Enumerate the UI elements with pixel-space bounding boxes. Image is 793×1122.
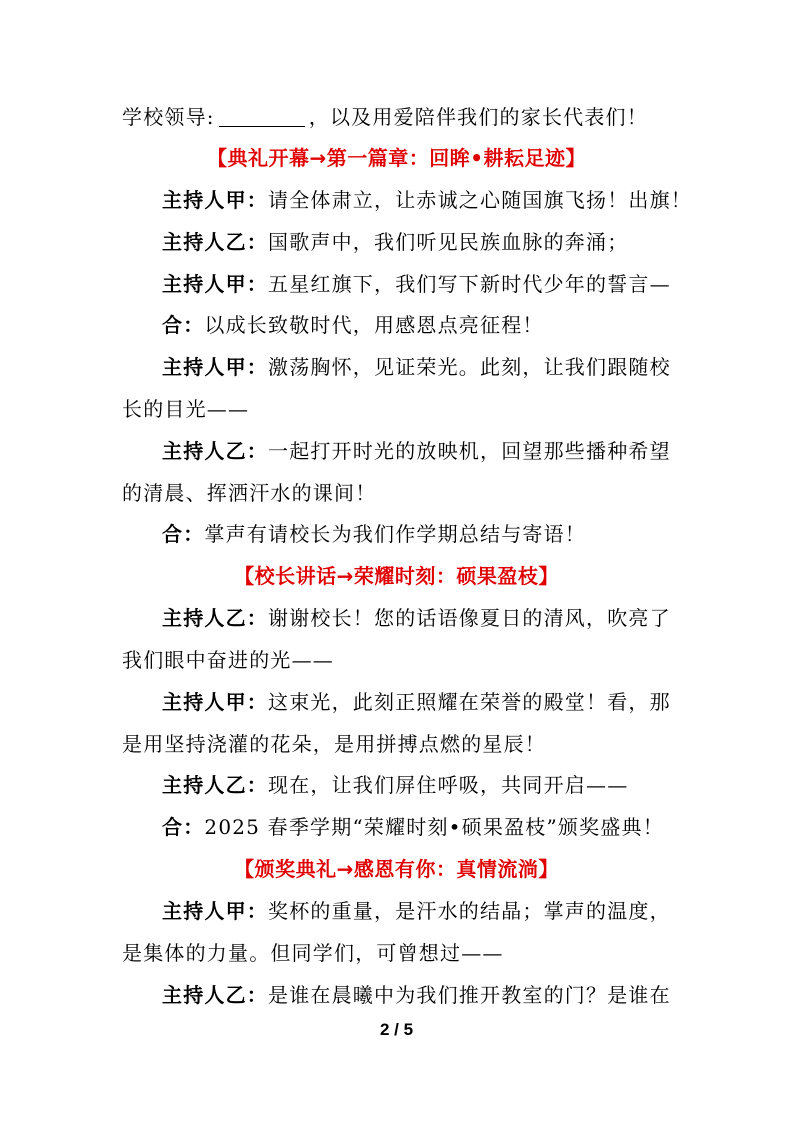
dialogue-text: 掌声有请校长为我们作学期总结与寄语！	[204, 522, 587, 546]
speaker-label: 主持人乙：	[162, 230, 268, 254]
speaker-label: 主持人甲：	[162, 272, 268, 296]
speaker-label: 主持人乙：	[162, 439, 268, 463]
speaker-label: 主持人甲：	[162, 188, 268, 212]
dialogue-text: 2025 春季学期“荣耀时刻•硕果盈枝”颁奖盛典！	[204, 815, 664, 839]
dialogue-continuation: 长的目光——	[122, 397, 250, 421]
dialogue-continuation: 我们眼中奋进的光——	[122, 648, 334, 672]
text-segment: 学校领导:	[122, 105, 215, 129]
speaker-label: 合：	[162, 313, 205, 337]
dialogue-line	[162, 897, 722, 925]
dialogue-line	[162, 813, 722, 841]
speaker-label: 主持人乙：	[162, 773, 268, 797]
speaker-label: 主持人乙：	[162, 983, 268, 1007]
dialogue-text: 奖杯的重量，是汗水的结晶；掌声的温度，	[268, 899, 671, 923]
dialogue-line	[162, 311, 722, 339]
dialogue-line	[162, 186, 722, 214]
dialogue-text: 五星红旗下，我们写下新时代少年的誓言—	[268, 272, 671, 296]
dialogue-text: 激荡胸怀，见证荣光。此刻，让我们跟随校	[268, 355, 671, 379]
page-number: 2 / 5	[379, 1020, 414, 1039]
speaker-label: 合：	[162, 815, 205, 839]
speaker-label: 合：	[162, 522, 205, 546]
dialogue-line	[162, 353, 722, 381]
dialogue-line	[162, 981, 722, 1009]
dialogue-line	[162, 437, 722, 465]
dialogue-line	[162, 771, 722, 799]
paragraph-line	[122, 103, 682, 131]
speaker-label: 主持人甲：	[162, 690, 268, 714]
dialogue-text: 一起打开时光的放映机，回望那些播种希望	[268, 439, 671, 463]
dialogue-text: 国歌声中，我们听见民族血脉的奔涌；	[268, 230, 629, 254]
fill-in-blank	[219, 106, 305, 127]
dialogue-continuation: 的清晨、挥洒汗水的课间！	[122, 481, 377, 505]
section-heading: 【校长讲话→荣耀时刻：硕果盈枝】	[234, 564, 559, 588]
speaker-label: 主持人甲：	[162, 355, 268, 379]
speaker-label: 主持人乙：	[162, 606, 268, 630]
dialogue-text: 现在，让我们屏住呼吸，共同开启——	[268, 773, 629, 797]
dialogue-continuation: 是集体的力量。但同学们，可曾想过——	[122, 941, 504, 965]
section-heading: 【典礼开幕→第一篇章：回眸•耕耘足迹】	[206, 146, 587, 170]
dialogue-line	[162, 228, 722, 256]
text-segment: ，以及用爱陪伴我们的家长代表们！	[308, 105, 648, 129]
dialogue-text: 请全体肃立，让赤诚之心随国旗飞扬！出旗！	[268, 188, 692, 212]
speaker-label: 主持人甲：	[162, 899, 268, 923]
dialogue-text: 谢谢校长！您的话语像夏日的清风，吹亮了	[268, 606, 671, 630]
dialogue-line	[162, 604, 722, 632]
dialogue-text: 是谁在晨曦中为我们推开教室的门？是谁在	[268, 983, 671, 1007]
dialogue-line	[162, 520, 722, 548]
section-heading: 【颁奖典礼→感恩有你：真情流淌】	[234, 857, 559, 881]
dialogue-line	[162, 688, 722, 716]
dialogue-text: 这束光，此刻正照耀在荣誉的殿堂！看，那	[268, 690, 671, 714]
dialogue-continuation: 是用坚持浇灌的花朵，是用拼搏点燃的星辰！	[122, 732, 546, 756]
dialogue-text: 以成长致敬时代，用感恩点亮征程！	[204, 313, 544, 337]
dialogue-line	[162, 270, 722, 298]
